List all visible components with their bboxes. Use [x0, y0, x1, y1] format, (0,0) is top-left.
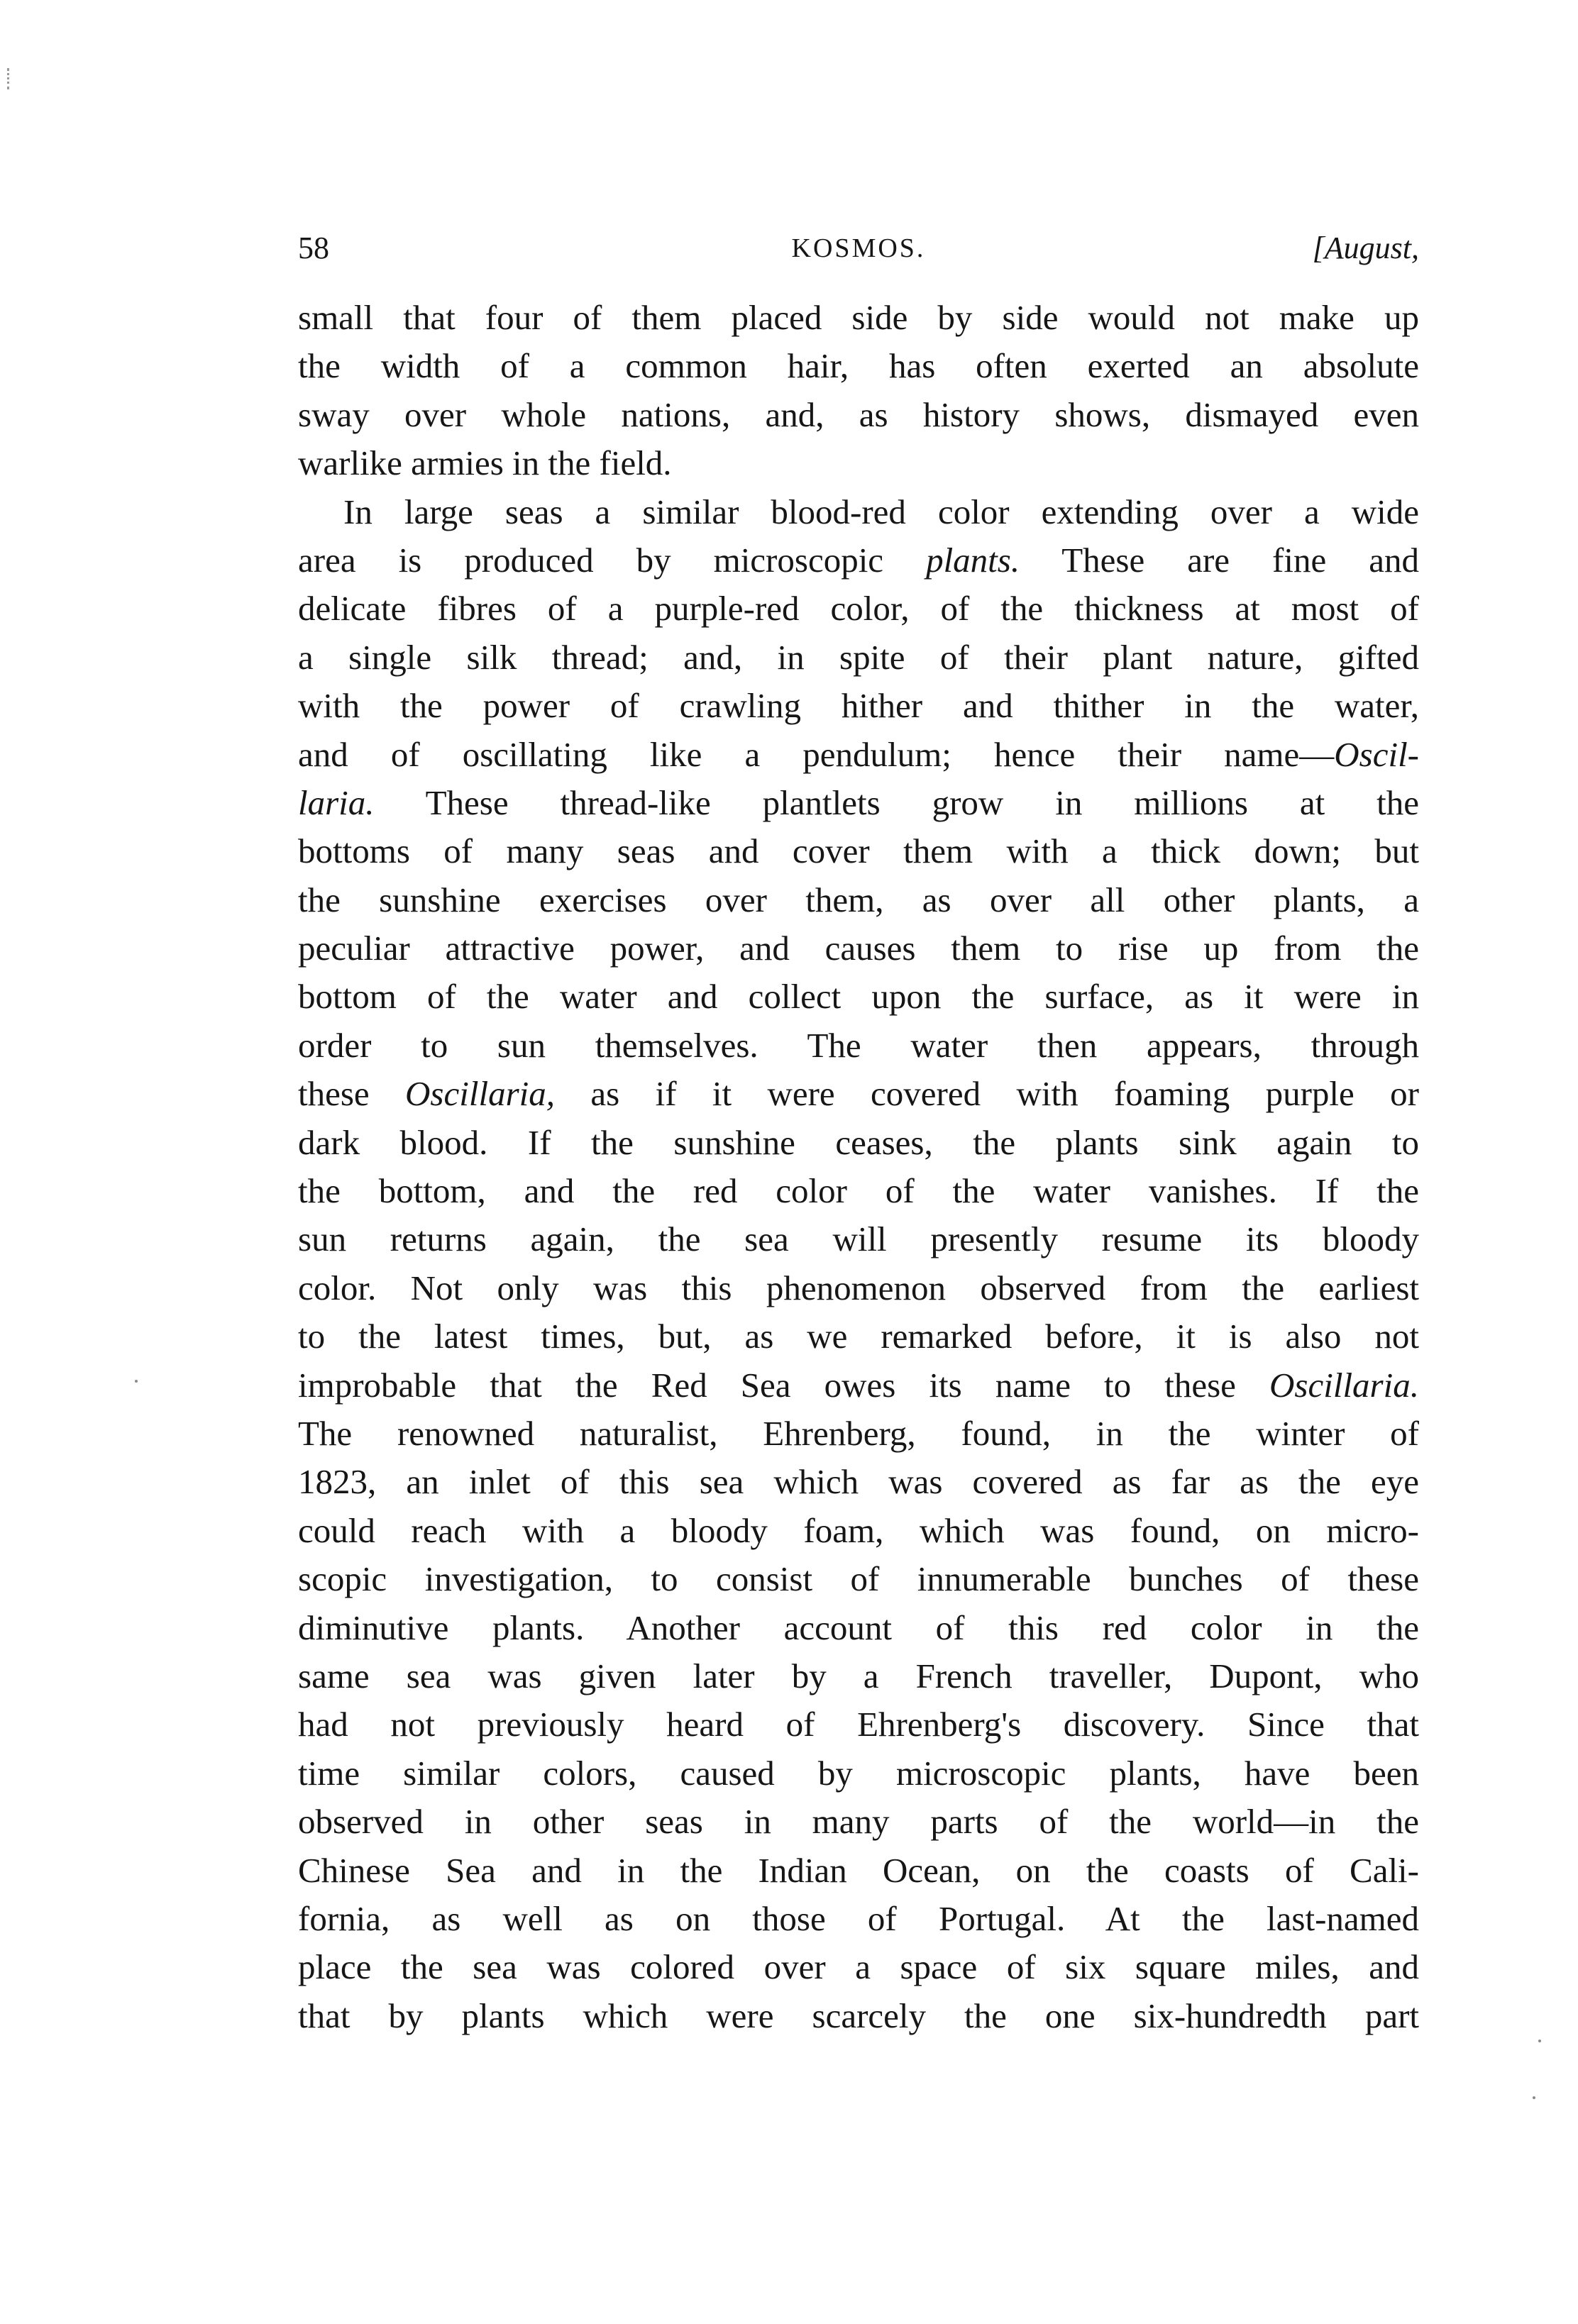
- text-line: Chinese Sea and in the Indian Ocean, on the coasts of Cali-: [298, 1850, 1419, 1890]
- italic-term: Oscillaria,: [405, 1074, 556, 1114]
- text-line: bottom of the water and collect upon the surface, as it were in: [298, 977, 1419, 1017]
- text-line: fornia, as well as on those of Portugal. At the last-named: [298, 1898, 1419, 1938]
- text-line: these Oscillaria, as if it were covered with foaming purple or: [298, 1074, 1419, 1114]
- text-line: diminutive plants. Another account of this red color in the: [298, 1608, 1419, 1647]
- text-line: a single silk thread; and, in spite of their plant nature, gifted: [298, 637, 1419, 677]
- text-line: delicate fibres of a purple-red color, of the thickness at most of: [298, 589, 1419, 629]
- text-line: with the power of crawling hither and thither in the water,: [298, 686, 1419, 726]
- text-line: The renowned naturalist, Ehrenberg, found, in the winter of: [298, 1413, 1419, 1453]
- journal-title: KOSMOS.: [791, 233, 926, 263]
- text-line: small that four of them placed side by side would not make up: [298, 298, 1419, 337]
- text-line: dark blood. If the sunshine ceases, the plants sink again to: [298, 1122, 1419, 1162]
- text-line: and of oscillating like a pendulum; hence their name—Oscil-: [298, 734, 1419, 774]
- text-line: the bottom, and the red color of the water vanishes. If the: [298, 1171, 1419, 1211]
- text-line: improbable that the Red Sea owes its name to these Oscillaria.: [298, 1365, 1419, 1405]
- page-number: 58: [298, 231, 329, 265]
- text-line: scopic investigation, to consist of innumerable bunches of these: [298, 1559, 1419, 1599]
- text-line: color. Not only was this phenomenon observed from the earliest: [298, 1268, 1419, 1307]
- paper-speck: [1538, 2040, 1541, 2042]
- text-line: could reach with a bloody foam, which was found, on micro-: [298, 1510, 1419, 1550]
- text-line: observed in other seas in many parts of the world—in the: [298, 1802, 1419, 1842]
- italic-term: plants.: [926, 540, 1020, 580]
- text-line: laria. These thread-like plantlets grow in millions at the: [298, 782, 1419, 822]
- text-line: warlike armies in the field.: [298, 443, 672, 483]
- text-line: sway over whole nations, and, as history shows, dismayed even: [298, 394, 1419, 434]
- paragraph-start-line: In large seas a similar blood-red color extending over a wide: [343, 492, 1419, 531]
- italic-term: Oscillaria.: [1269, 1365, 1419, 1405]
- text-line: area is produced by microscopic plants. These are fine and: [298, 540, 1419, 580]
- italic-term: laria.: [298, 782, 375, 822]
- body-text: [298, 294, 1419, 2040]
- text-line: place the sea was colored over a space of six square miles, and: [298, 1947, 1419, 1987]
- text-line: peculiar attractive power, and causes them to rise up from the: [298, 929, 1419, 968]
- text-line: the width of a common hair, has often exerted an absolute: [298, 346, 1419, 386]
- margin-mark: [7, 68, 11, 89]
- italic-term: Oscil-: [1334, 734, 1419, 774]
- running-head-month: [August,: [1312, 231, 1419, 265]
- paper-speck: [135, 1380, 138, 1383]
- paper-speck: [1533, 2096, 1535, 2099]
- text-line: sun returns again, the sea will presently resume its bloody: [298, 1219, 1419, 1259]
- text-line: order to sun themselves. The water then appears, through: [298, 1025, 1419, 1065]
- text-line: the sunshine exercises over them, as over all other plants, a: [298, 880, 1419, 919]
- text-line: same sea was given later by a French traveller, Dupont, who: [298, 1656, 1419, 1695]
- text-line: to the latest times, but, as we remarked before, it is also not: [298, 1317, 1419, 1356]
- running-head: [298, 227, 1419, 270]
- text-line: had not previously heard of Ehrenberg's discovery. Since that: [298, 1705, 1419, 1744]
- text-line: that by plants which were scarcely the one six-hundredth part: [298, 1996, 1419, 2035]
- text-line: bottoms of many seas and cover them with a thick down; but: [298, 831, 1419, 871]
- text-line: 1823, an inlet of this sea which was covered as far as the eye: [298, 1462, 1419, 1502]
- text-line: time similar colors, caused by microscopic plants, have been: [298, 1753, 1419, 1793]
